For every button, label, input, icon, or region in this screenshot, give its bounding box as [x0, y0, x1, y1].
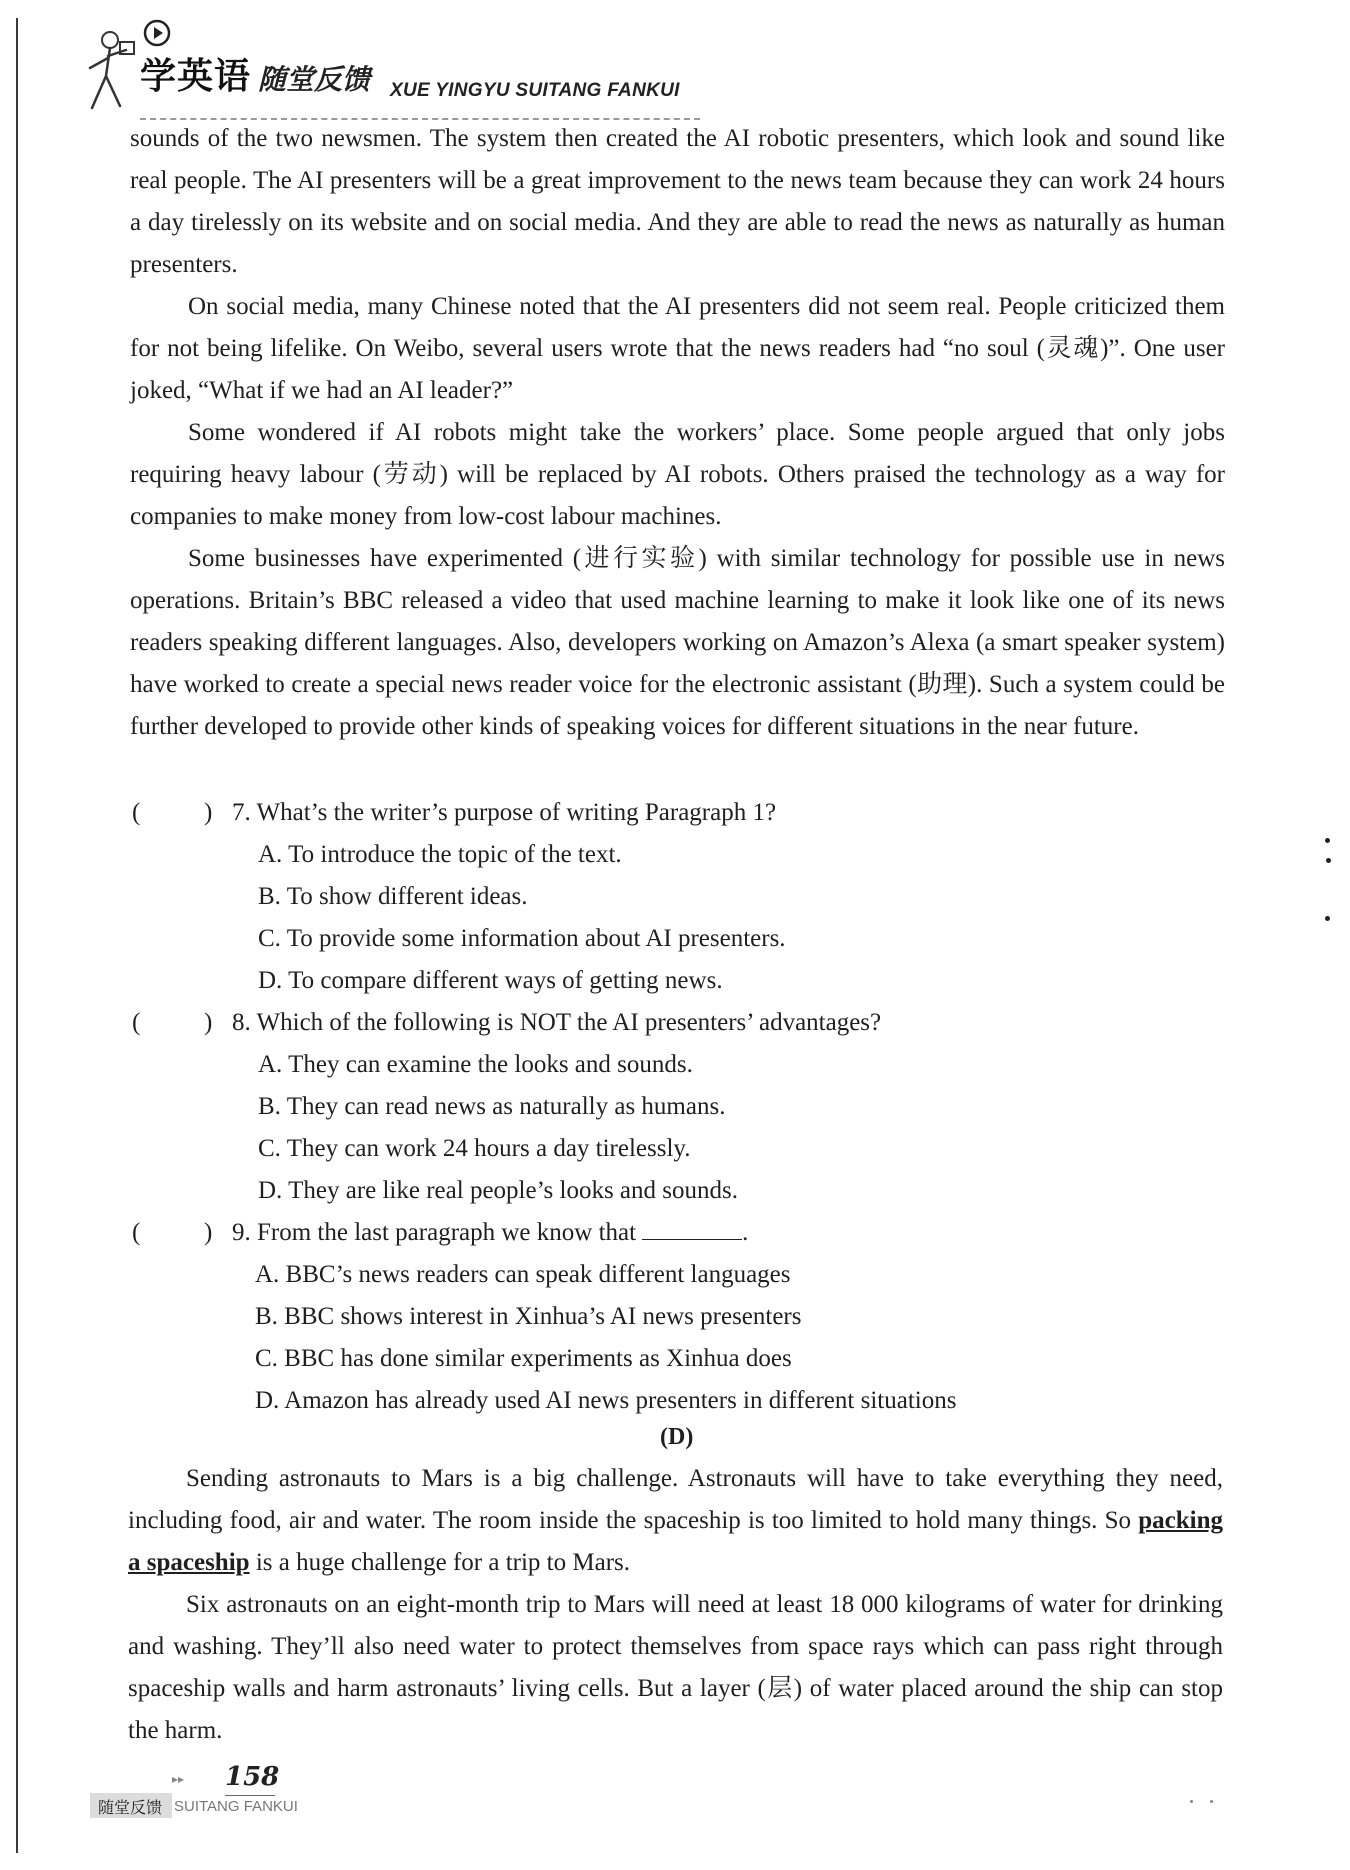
margin-mark: [1325, 838, 1330, 843]
paragraph: Some wondered if AI robots might take the workers’ place. Some people argued that only jobs requiring heavy labour (劳动) will be replaced by AI robots. Others praised the technology as a way for companies to make money from low-cost labour machines.: [130, 419, 1225, 530]
page-number: 158: [225, 1762, 280, 1792]
underlined-phrase: packing a spaceship: [128, 1507, 1223, 1576]
margin-mark: [1190, 1800, 1193, 1803]
option-a: A. They can examine the looks and sounds.: [258, 1051, 693, 1078]
option-a: A. To introduce the topic of the text.: [258, 841, 622, 868]
header-title-en: XUE YINGYU SUITANG FANKUI: [390, 80, 680, 101]
option-c: C. To provide some information about AI presenters.: [258, 925, 786, 952]
question-stem-wrap: [232, 1212, 748, 1254]
binding-rule: [16, 18, 18, 1853]
option-d: D. They are like real people’s looks and sounds.: [258, 1177, 738, 1204]
paragraph: Some businesses have experimented (进行实验) with similar technology for possible use in news operations. Britain’s BBC released a video that used machine learning to make it look like one of its news readers speaking different languages. Also, developers working on Amazon’s Alexa (a smart speaker system) have worked to create a special news reader voice for the electronic assistant (助理). Such a system could be further developed to provide other kinds of speaking voices for different situations in the near future.: [130, 545, 1225, 740]
option-c: C. They can work 24 hours a day tirelessly.: [258, 1135, 691, 1162]
option-a: A. BBC’s news readers can speak different languages: [255, 1261, 791, 1288]
answer-paren-close: ): [204, 1009, 213, 1036]
question-stem: 8. Which of the following is NOT the AI presenters’ advantages?: [232, 1009, 882, 1036]
header-title-cn: 学英语: [140, 56, 252, 97]
paragraph: sounds of the two newsmen. The system then created the AI robotic presenters, which look and sound like real people. The AI presenters will be a great improvement to the news team because they can work 24 hours a day tirelessly on its website and on social media. And they are able to read the news as naturally as human presenters.: [130, 125, 1225, 278]
option-b: B. They can read news as naturally as humans.: [258, 1093, 726, 1120]
footer-arrow-icon: ▸▸: [172, 1772, 185, 1786]
option-d: D. Amazon has already used AI news presenters in different situations: [255, 1387, 957, 1414]
header-subtitle-cn: 随堂反馈: [258, 63, 371, 96]
question-8: [132, 1002, 1132, 1044]
paragraph-text: is a huge challenge for a trip to Mars.: [249, 1549, 630, 1576]
section-d-label: (D): [660, 1424, 694, 1450]
paragraph: [128, 1458, 1223, 1584]
option-d: D. To compare different ways of getting news.: [258, 967, 723, 994]
answer-paren-open: (: [132, 799, 141, 826]
question-stem-end: .: [742, 1219, 749, 1246]
question-stem: 9. From the last paragraph we know that: [232, 1219, 637, 1246]
page-header: [80, 18, 730, 108]
paragraph: On social media, many Chinese noted that the AI presenters did not seem real. People criticized them for not being lifelike. On Weibo, several users wrote that the news readers had “no soul (灵魂)”. One user joked, “What if we had an AI leader?”: [130, 293, 1225, 404]
answer-paren-close: ): [204, 799, 213, 826]
question-7: [132, 792, 1132, 834]
option-b: B. To show different ideas.: [258, 883, 528, 910]
footer-divider: [225, 1795, 275, 1796]
footer-label-en: SUITANG FANKUI: [174, 1798, 298, 1815]
reader-mascot-icon: [80, 28, 140, 116]
passage-c: [130, 118, 1225, 748]
play-icon: [142, 18, 172, 48]
question-9: [132, 1212, 1132, 1254]
question-stem: 7. What’s the writer’s purpose of writing Paragraph 1?: [232, 799, 777, 826]
answer-blank: [642, 1217, 742, 1240]
paragraph-text: Sending astronauts to Mars is a big challenge. Astronauts will have to take everything they need, including food, air and water. The room inside the spaceship is too limited to hold many things. So: [128, 1465, 1223, 1534]
answer-paren-open: (: [132, 1219, 141, 1246]
passage-d: [128, 1458, 1223, 1752]
option-b: B. BBC shows interest in Xinhua’s AI news presenters: [255, 1303, 802, 1330]
margin-mark: [1210, 1800, 1213, 1803]
margin-mark: [1326, 858, 1331, 863]
margin-mark: [1325, 916, 1330, 921]
paragraph: Six astronauts on an eight-month trip to Mars will need at least 18 000 kilograms of water for drinking and washing. They’ll also need water to protect themselves from space rays which can pass right through spaceship walls and harm astronauts’ living cells. But a layer (层) of water placed around the ship can stop the harm.: [128, 1591, 1223, 1744]
option-c: C. BBC has done similar experiments as Xinhua does: [255, 1345, 792, 1372]
footer-label-cn: 随堂反馈: [98, 1798, 163, 1817]
answer-paren-close: ): [204, 1219, 213, 1246]
answer-paren-open: (: [132, 1009, 141, 1036]
